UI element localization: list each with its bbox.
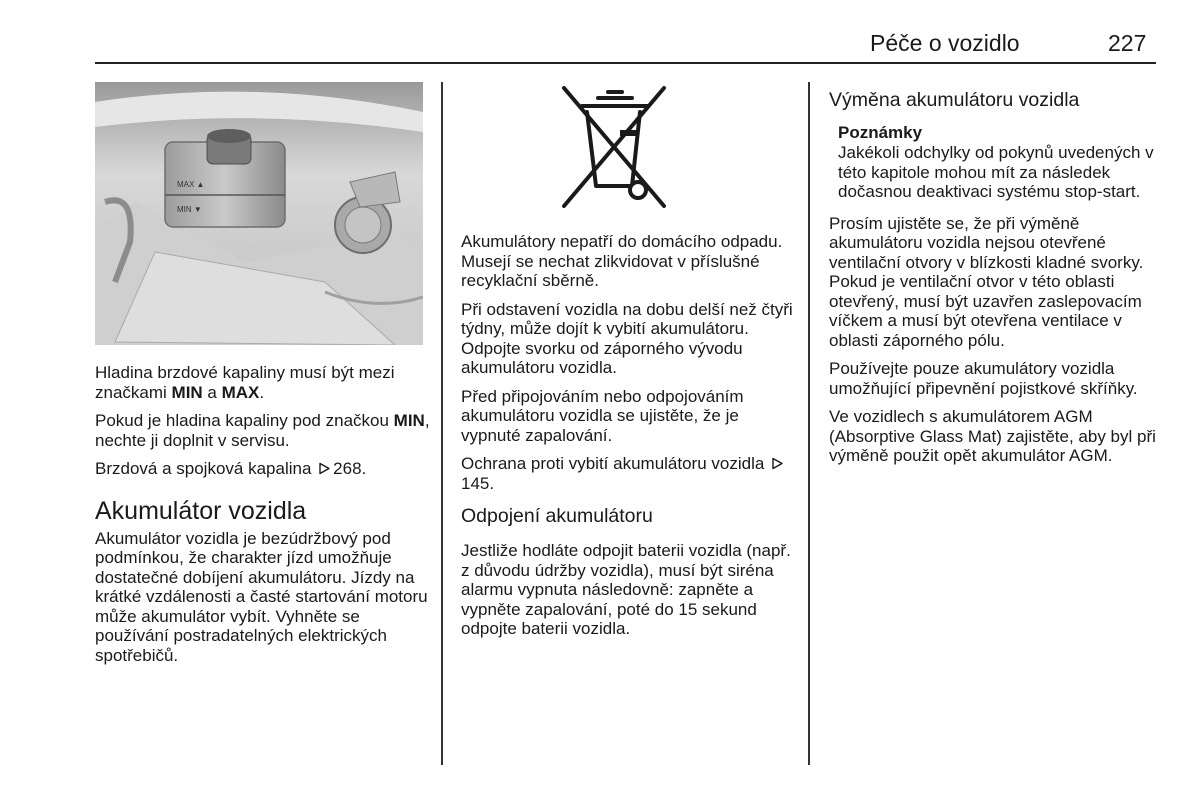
column-left (95, 363, 430, 674)
max-marking: MAX ▲ (177, 180, 205, 189)
header-title: Péče o vozidlo (870, 30, 1020, 56)
brake-fluid-reservoir-photo (95, 82, 423, 345)
discharge-protection-reference: Ochrana proti vybití akumulátoru vozidla 145. (461, 454, 796, 493)
agm-battery-text: Ve vozidlech s akumulátorem AGM (Absorptive Glass Mat) zajistěte, aby byl při výměně použit opět akumulátor AGM. (829, 407, 1156, 465)
note-box (829, 123, 1159, 202)
header-rule (95, 62, 1156, 64)
min-label: MIN (171, 382, 203, 402)
max-label: MAX (221, 382, 260, 402)
note-title: Poznámky (838, 123, 923, 142)
brake-fluid-level-text: Hladina brzdové kapaliny musí být mezi značkami MIN a MAX. (95, 363, 395, 402)
crossed-out-bin-icon (560, 84, 670, 210)
battery-storage-text: Při odstavení vozidla na dobu delší než čtyři týdny, může dojít k vybití akumulátoru. Odpojte svorku od záporného vývodu akumulátoru vozidla. (461, 299, 793, 377)
column-separator (441, 82, 443, 765)
min-label: MIN (393, 411, 425, 430)
brake-fluid-reference: Brzdová a spojková kapalina 268. (95, 459, 367, 478)
page-reference-link[interactable]: 145. (461, 473, 495, 493)
section-heading-battery: Akumulátor vozidla (95, 496, 307, 525)
reference-arrow-icon (318, 462, 331, 475)
ignition-off-text: Před připojováním nebo odpojováním akumulátoru vozidla se ujistěte, že je vypnuté zapalování. (461, 386, 744, 445)
column-separator (808, 82, 810, 765)
vent-openings-text: Prosím ujistěte se, že při výměně akumulátoru vozidla nejsou otevřené ventilační otvory v blízkosti kladné svorky. Pokud je ventilační otvor v této oblasti otevřený, musí být uzavřen zaslepovacím víčkem a musí být otevřena ventilace v oblasti záporného pólu. (829, 213, 1144, 350)
min-marking: MIN ▼ (177, 205, 202, 214)
column-middle (461, 232, 796, 648)
page-reference-link[interactable]: 268. (333, 459, 367, 478)
section-heading-replacement: Výměna akumulátoru vozidla (829, 89, 1080, 111)
battery-disposal-text: Akumulátory nepatří do domácího odpadu. Musejí se nechat zlikvidovat v příslušné recyklační sběrně. (461, 232, 783, 290)
battery-maintenance-text: Akumulátor vozidla je bezúdržbový pod podmínkou, že charakter jízd umožňuje dostatečné dobíjení akumulátoru. Jízdy na krátké vzdálenosti a časté startování motoru může akumulátor vybít. Vyhněte se používání postradatelných elektrických spotřebičů. (95, 528, 428, 665)
brake-fluid-refill-text: Pokud je hladina kapaliny pod značkou MIN, nechte ji doplnit v servisu. (95, 411, 430, 450)
reference-arrow-icon (771, 457, 784, 470)
column-right (829, 89, 1159, 475)
section-heading-disconnect: Odpojení akumulátoru (461, 505, 653, 527)
battery-disconnect-text: Jestliže hodláte odpojit baterii vozidla (např. z důvodu údržby vozidla), musí být siréna alarmu vypnuta následovně: zapněte a vypněte zapalování, poté do 15 sekund odpojte baterii vozidla. (461, 541, 791, 638)
page-number: 227 (1108, 30, 1147, 56)
fuse-box-text: Používejte pouze akumulátory vozidla umožňující připevnění pojistkové skříňky. (829, 359, 1138, 398)
note-text: Jakékoli odchylky od pokynů uvedených v této kapitole mohou mít za následek dočasnou deaktivaci systému stop-start. (838, 143, 1154, 201)
